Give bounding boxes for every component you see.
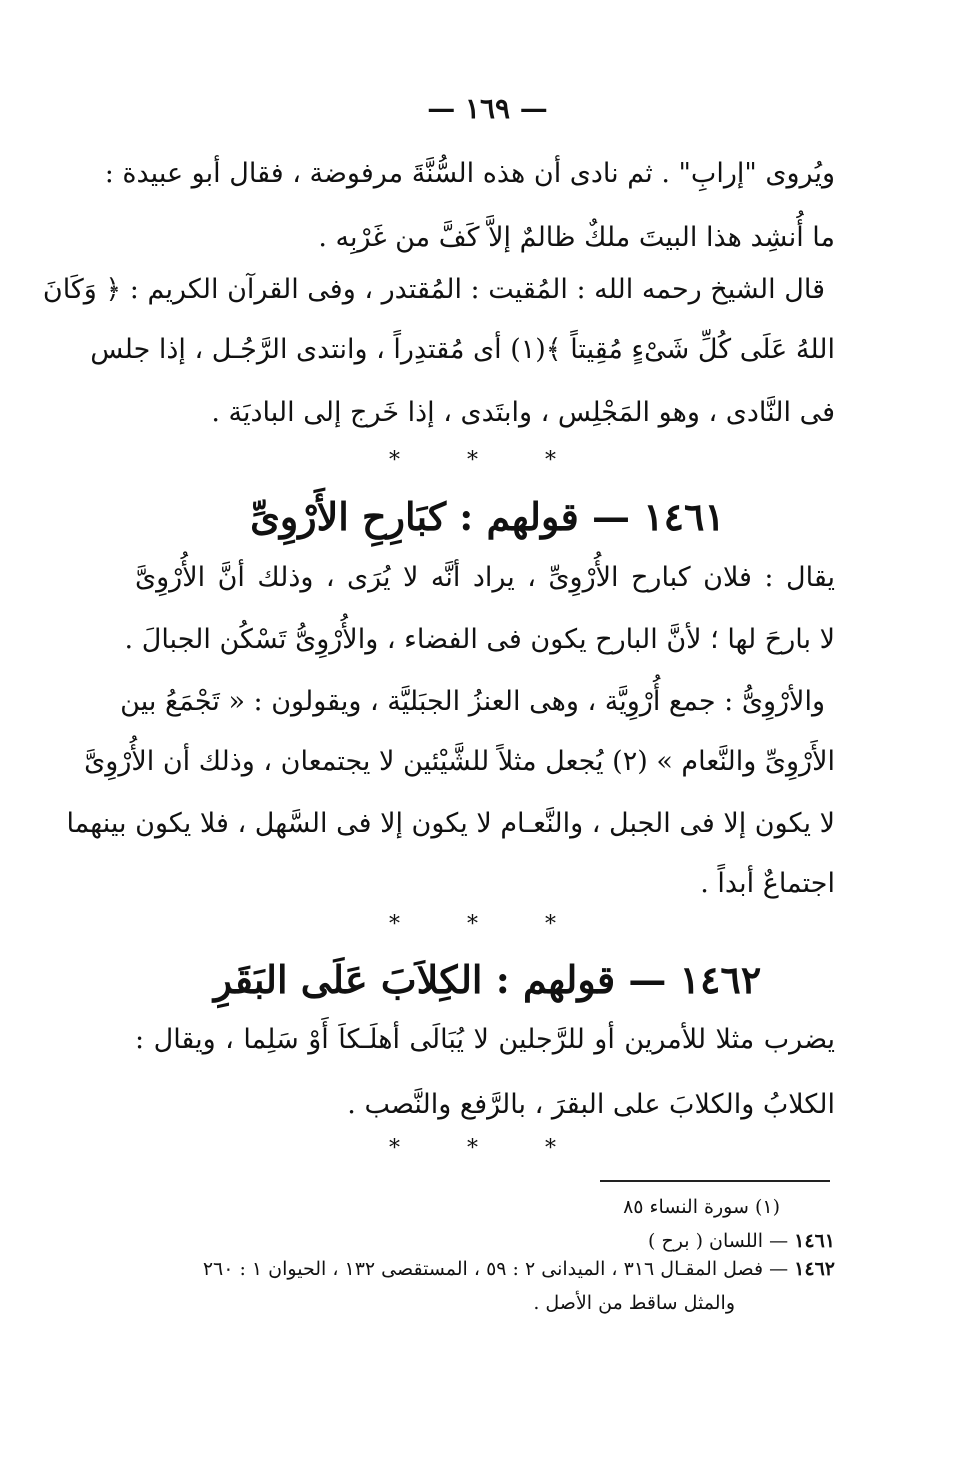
intro-line-5: فى النَّادى ، وهو المَجْلِس ، وابتَدى ، إذا خَرج إلى الباديَة . [211,397,835,428]
entry-1461-line-4: الأَرْوِىِّ والنَّعام » (٢) يُجعل مثلاً للشَّيْئين لا يجتمعان ، وذلك أن الأُرْوِىَّ [84,746,835,777]
entry-1461-line-2: لا بارحَ لها ؛ لأنَّ البارح يكون فى الفضاء ، والأُرْوِىُّ تَسْكُن الجبالَ . [124,624,835,655]
entry-1462-line-2: الكلابُ والكلابَ على البقرَ ، بالرَّفع والنَّصب . [347,1089,835,1120]
entry-1461-line-3: والأرْوِىُّ : جمع أُرْوِيَّة ، وهى العنزُ الجبَليَّة ، ويقولون : « تَجْمَعُ بين [120,686,825,717]
section-separator: * * * [389,912,586,937]
footnote-1462-number: ١٤٦٢ [794,1258,835,1280]
entry-1461-line-1: يقال : فلان كبارح الأُرْوِىِّ ، يراد أنَّه لا يُرَى ، وذلك أنَّ الأُرْوِىَّ [135,562,835,593]
footnote-1462-continuation: والمثل ساقط من الأصل . [533,1292,735,1314]
entry-1461-line-6: اجتماعٌ أبداً . [700,868,835,899]
footnote-1461-number: ١٤٦١ [794,1230,835,1252]
footnote-1462-text: — فصل المقـال ٣١٦ ، الميدانى ٢ : ٥٩ ، المستقصى ١٣٢ ، الحيوان ١ : ٢٦٠ [202,1258,789,1280]
entry-1462-line-1: يضرب مثلا للأمرين أو للرَّجلين لا يُبَالَى أهلَـكاَ أَوْ سَلِما ، ويقال : [135,1024,835,1055]
entry-1462-heading: ١٤٦٢ — قولهم : الكِلاَبَ عَلَى البَقَرِ [213,957,762,1002]
footnote-1461-text: — اللسان ( برح ) [648,1230,789,1252]
section-separator: * * * [389,448,586,473]
section-separator: * * * [389,1136,586,1161]
footnote-1461 [135,1228,835,1254]
footnote-rule [600,1180,830,1182]
intro-line-1: ويُروى "إرابِ" . ثم نادى أن هذه السُّنَّةَ مرفوضة ، فقال أبو عبيدة : [104,158,835,189]
entry-1461-heading: ١٤٦١ — قولهم : كبَارِحِ الأَرْوِىِّ [250,494,725,539]
intro-line-3: قال الشيخ رحمه الله : المُقيت : المُقتدر ، وفى القرآن الكريم : ﴿ وَكَانَ [42,274,825,305]
intro-line-4: اللهُ عَلَى كُلِّ شَىْءٍ مُقِيتاً ﴾(١) أى مُقتدِراً ، وانتدى الرَّجُـل ، إذا جلس [90,334,835,365]
page-number: — ١٦٩ — [427,92,548,125]
entry-1461-line-5: لا يكون إلا فى الجبل ، والنَّعـام لا يكون إلا فى السَّهل ، فلا يكون بينهما [66,808,835,839]
footnote-1462 [135,1256,835,1282]
intro-line-2: ما أُنشِد هذا البيتَ ملكٌ ظالمٌ إلاَّ كَفَّ من غَرْبِه . [318,222,835,253]
footnote-1: (١) سورة النساء ٨٥ [623,1196,780,1218]
